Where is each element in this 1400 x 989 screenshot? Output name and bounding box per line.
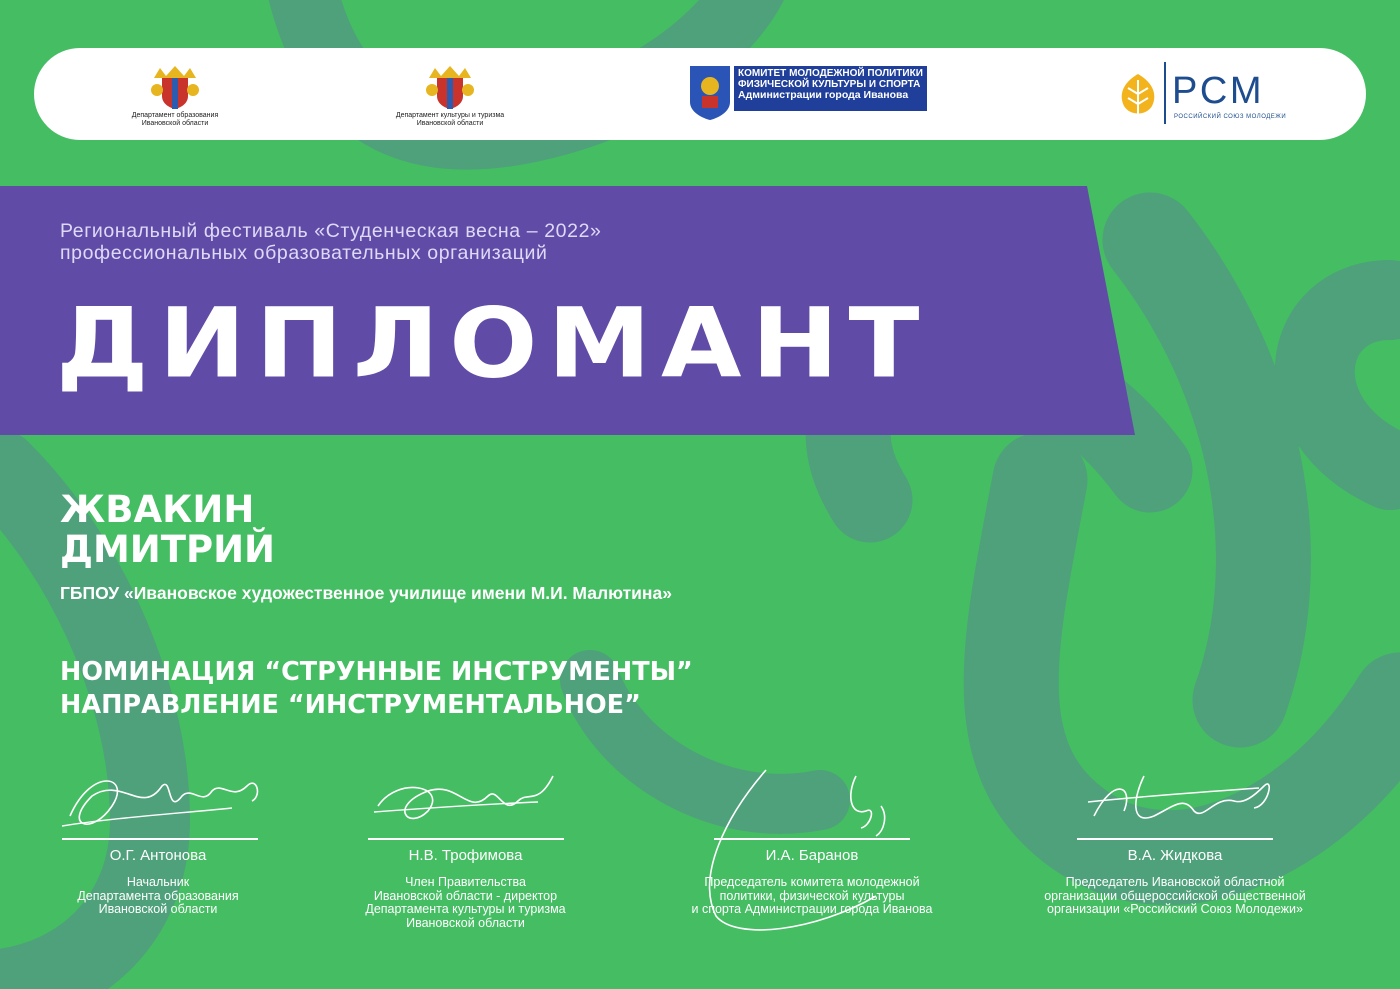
signatory-name: О.Г. Антонова [109,847,207,864]
signatory-role: Председатель комитета молодежной политики, физической культуры и спорта Администрации города Иванова [691,875,933,916]
signatory-2 [338,756,593,936]
signatory-name: Н.В. Трофимова [408,847,523,864]
handwritten-signature [338,756,593,840]
recipient-institution: ГБПОУ «Ивановское художественное училище имени М.И. Малютина» [60,583,672,603]
signatory-role: Член Правительства Ивановской области - директор Департамента культуры и туризма Ивановской области [365,875,566,930]
logo-dept-culture [388,58,512,132]
signature-line [368,838,564,840]
logo-committee [688,58,928,132]
signatory-name: И.А. Баранов [765,847,859,864]
logo-caption: Департамент культуры и туризма Ивановской области [395,112,505,127]
diploma-title: ДИПЛОМАНТ [56,286,930,400]
signature-line [1077,838,1273,840]
festival-name: Региональный фестиваль «Студенческая весна – 2022» профессиональных образовательных организаций [60,220,602,264]
coat-of-arms-icon [150,64,200,110]
divider [1164,62,1166,124]
signatory-role: Председатель Ивановской областной организации общероссийской общественной организации «Российский Союз Молодежи» [1044,875,1306,916]
committee-name: КОМИТЕТ МОЛОДЕЖНОЙ ПОЛИТИКИ ФИЗИЧЕСКОЙ КУЛЬТУРЫ И СПОРТА Администрации города Иванова [734,66,927,111]
signature-line [62,838,258,840]
rsm-subtitle: РОССИЙСКИЙ СОЮЗ МОЛОДЕЖИ [1174,114,1287,120]
logo-bar [34,48,1366,140]
signatory-name: В.А. Жидкова [1127,847,1223,864]
signatory-role: Начальник Департамента образования Ивановской области [77,875,239,916]
logo-caption: Департамент образования Ивановской области [131,112,219,127]
signatory-1 [52,756,264,926]
handwritten-signature [1004,756,1346,840]
logo-rsm [1116,58,1326,132]
leaf-icon [1116,72,1160,118]
signatory-3 [656,756,968,936]
coat-of-arms-icon [425,64,475,110]
nomination: НОМИНАЦИЯ “СТРУННЫЕ ИНСТРУМЕНТЫ” НАПРАВЛЕНИЕ “ИНСТРУМЕНТАЛЬНОЕ” [60,657,693,720]
signatory-4 [1004,756,1346,926]
rsm-word: РСМ [1172,70,1265,112]
city-emblem-icon [688,64,732,120]
handwritten-signature [52,756,264,840]
logo-dept-education [120,58,230,132]
signature-line [714,838,910,840]
recipient-name: ЖВАКИН ДМИТРИЙ [60,488,276,571]
